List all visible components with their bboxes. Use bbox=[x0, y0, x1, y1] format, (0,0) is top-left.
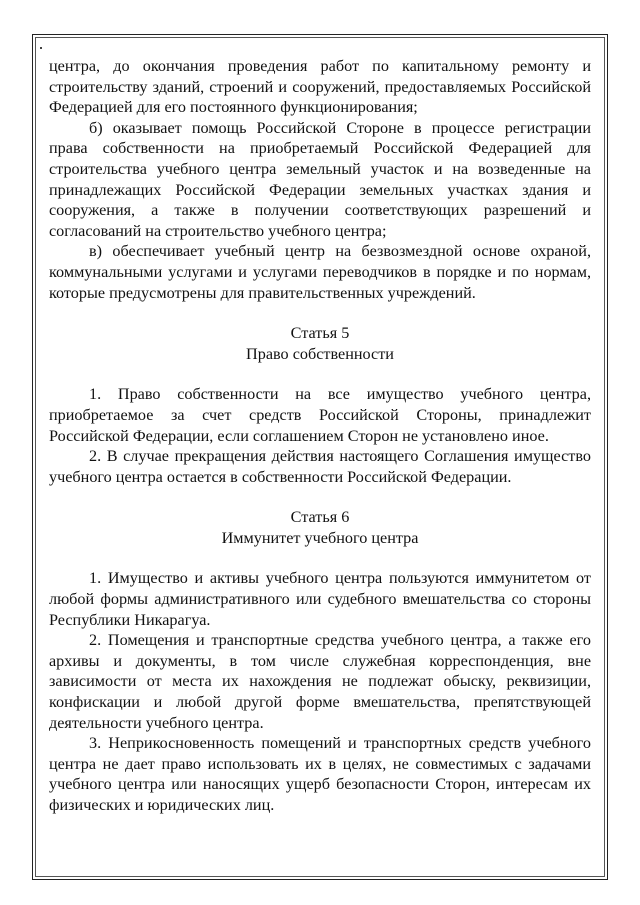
article-5-title: Право собственности bbox=[246, 344, 394, 363]
article-5-paragraph-2: 2. В случае прекращения действия настоящего Соглашения имущество учебного центра остается в собственности Российской Федерации. bbox=[49, 447, 591, 486]
article-6-paragraph-3: 3. Неприкосновенность помещений и транспортных средств учебного центра не дает право использовать их в целях, не совместимых с задачами учебного центра или наносящих ущерб безопасности Сторон, интересам их физических и юридических лиц. bbox=[49, 734, 591, 814]
document-body bbox=[49, 56, 591, 816]
article-6-paragraph-1: 1. Имущество и активы учебного центра пользуются иммунитетом от любой формы административного или судебного вмешательства со стороны Республики Никарагуа. bbox=[49, 569, 591, 629]
scan-speck bbox=[40, 47, 42, 49]
article-6-number: Статья 6 bbox=[290, 508, 350, 527]
paragraph-b: б) оказывает помощь Российской Стороне в процессе регистрации права собственности на приобретаемый Российской Федерацией для строительства учебного центра земельный участок и на возведенные на принадлежащих Российской Федерации земельных участках здания и сооружения, а также в получении соответствующих разрешений и согласований на строительство учебного центра; bbox=[49, 118, 591, 240]
paragraph-v: в) обеспечивает учебный центр на безвозмездной основе охраной, коммунальными услугами и услугами переводчиков в порядке и по нормам, которые предусмотрены для правительственных учреждений. bbox=[49, 242, 591, 302]
article-5-number: Статья 5 bbox=[290, 324, 350, 343]
article-5-paragraph-1: 1. Право собственности на все имущество учебного центра, приобретаемое за счет средств Российской Стороны, принадлежит Российской Федерации, если соглашением Сторон не установлено иное. bbox=[49, 385, 591, 445]
article-6-paragraph-2: 2. Помещения и транспортные средства учебного центра, а также его архивы и документы, в том числе служебная корреспонденция, вне зависимости от места их нахождения не подлежат обыску, реквизиции, конфискации и любой другой форме вмешательства, препятствующей деятельности учебного центра. bbox=[49, 631, 591, 732]
article-6-title: Иммунитет учебного центра bbox=[221, 528, 419, 547]
paragraph-continued: центра, до окончания проведения работ по капитальному ремонту и строительству зданий, строений и сооружений, предоставляемых Российской Федерацией для его постоянного функционирования; bbox=[49, 57, 591, 117]
